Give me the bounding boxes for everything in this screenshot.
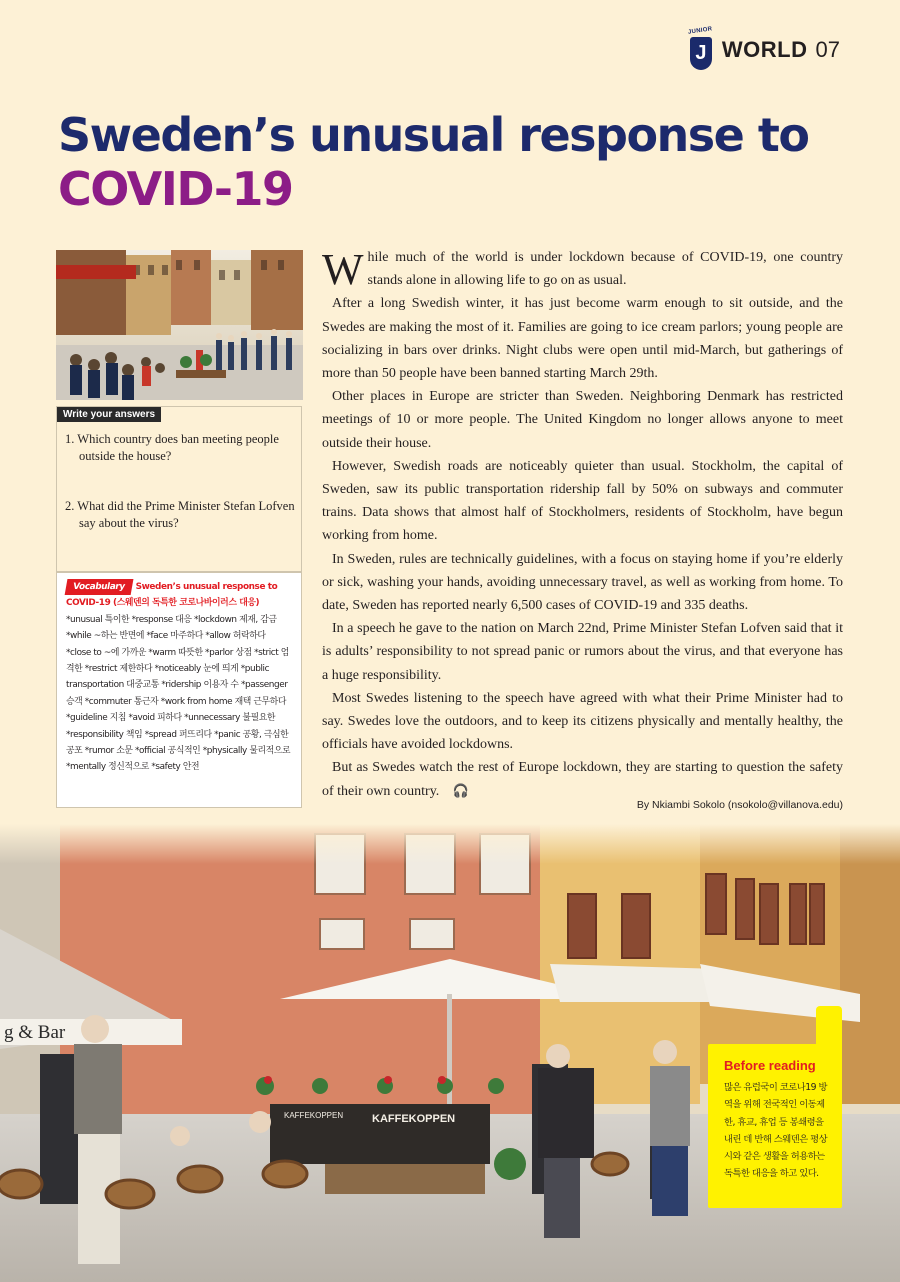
- headphones-icon[interactable]: 🎧: [452, 783, 469, 799]
- article-paragraph-last: [322, 756, 843, 802]
- bar-sign: g & Bar: [4, 1022, 66, 1043]
- section-name: WORLD: [721, 37, 808, 62]
- questions-box: [56, 406, 302, 572]
- paragraph-1-text: hile much of the world is under lockdown because of COVID-19, one country stands alone in allowing life to go on as usual.: [367, 250, 843, 289]
- article-paragraph: Most Swedes listening to the speech have agreed with what their Prime Minister had to say. Swedes love the outdoors, and to keep its citizens physically and mentally healthy, the officials have avoided lockdowns.: [322, 690, 843, 753]
- cafe-sign: KAFFEKOPPEN: [372, 1113, 456, 1125]
- cafe-sign-small: KAFFEKOPPEN: [284, 1111, 344, 1120]
- junior-logo: [688, 28, 714, 72]
- byline: By Nkiambi Sokolo (nsokolo@villanova.edu): [636, 799, 843, 811]
- article-body: [322, 246, 843, 803]
- last-paragraph-text: But as Swedes watch the rest of Europe lockdown, they are starting to question the safety of their own country.: [322, 760, 843, 799]
- article-paragraph: After a long Swedish winter, it has just become warm enough to sit outside, and the Swedes are making the most of it. Families are going to ice cream parlors; young people are socializing in bars over drinks. Night clubs were open until mid-March, but gatherings of more than 50 people have been banned starting March 29th.: [322, 296, 843, 382]
- before-reading-text: 많은 유럽국이 코로나19 방역을 위해 전국적인 이동제한, 휴교, 휴업 등 봉쇄령을 내린 데 반해 스웨덴은 평상시와 같은 생활을 허용하는 독특한 대응을 하고 있다.: [724, 1082, 828, 1180]
- logo-letter: J: [690, 37, 712, 70]
- street-photo-small: [56, 250, 303, 400]
- article-paragraph-1: [322, 246, 843, 292]
- before-reading-box: [708, 1044, 842, 1208]
- title-line-1: Sweden’s unusual response to: [58, 108, 809, 162]
- title-line-2: COVID-19: [58, 162, 293, 216]
- questions-label: Write your answers: [57, 407, 161, 422]
- page-number: 07: [815, 37, 840, 62]
- drop-cap: W: [322, 245, 364, 294]
- page-header: [688, 28, 840, 72]
- article-paragraph: However, Swedish roads are noticeably quieter than usual. Stockholm, the capital of Sweden, saw its public transportation ridership fall by 50% on subways and commuter trains. Data shows that almost half of Stockholmers, residents of Stockholm, have begun working from home.: [322, 458, 843, 544]
- vocabulary-title: Sweden’s unusual response to COVID-19 (스웨덴의 독특한 코로나바이러스 대응): [66, 582, 278, 609]
- article-paragraph: Other places in Europe are stricter than Sweden. Neighboring Denmark has restricted meetings of 10 or more people. The United Kingdom no longer allows anyone to meet outside their house.: [322, 389, 843, 451]
- question-1: 1. Which country does ban meeting people outside the house?: [65, 432, 279, 463]
- before-reading-title: Before reading: [724, 1058, 816, 1073]
- vocabulary-text: *unusual 특이한 *response 대응 *lockdown 제재, 감금 *while ~하는 반면에 *face 마주하다 *allow 허락하다 *close to ~에 가까운 *warm 따뜻한 *parlor 상점 *strict 엄격한 *restrict 제한하다 *noticeably 눈에 띄게 *public transportation 대중교통 *ridership 이용자 수 *passenger 승객 *commuter 통근자 *work from home 재택 근무하다 *guideline 지침 *avoid 피하다 *unnecessary 불필요한 *responsibility 책임 *spread 퍼뜨리다 *panic 공황, 극심한 공포 *rumor 소문 *official 공식적인 *physically 물리적으로 *mentally 정신적으로 *safety 안전: [66, 614, 291, 773]
- logo-text: JUNIOR: [687, 26, 713, 36]
- article-title: [58, 108, 809, 216]
- before-reading-tab: [816, 1006, 842, 1048]
- article-paragraph: In Sweden, rules are technically guidelines, with a focus on staying home if you’re elderly or sick, washing your hands, avoiding unnecessary travel, as well as working from home. To date, Sweden has reported nearly 6,500 cases of COVID-19 and 335 deaths.: [322, 551, 843, 614]
- article-paragraph: In a speech he gave to the nation on March 22nd, Prime Minister Stefan Lofven said that it is adults’ responsibility to not spread panic or rumors about the virus, and that everyone has a huge responsibility.: [322, 621, 843, 683]
- question-2: 2. What did the Prime Minister Stefan Lofven say about the virus?: [65, 499, 295, 530]
- vocabulary-box: [56, 572, 302, 808]
- vocabulary-label: Vocabulary: [65, 579, 133, 595]
